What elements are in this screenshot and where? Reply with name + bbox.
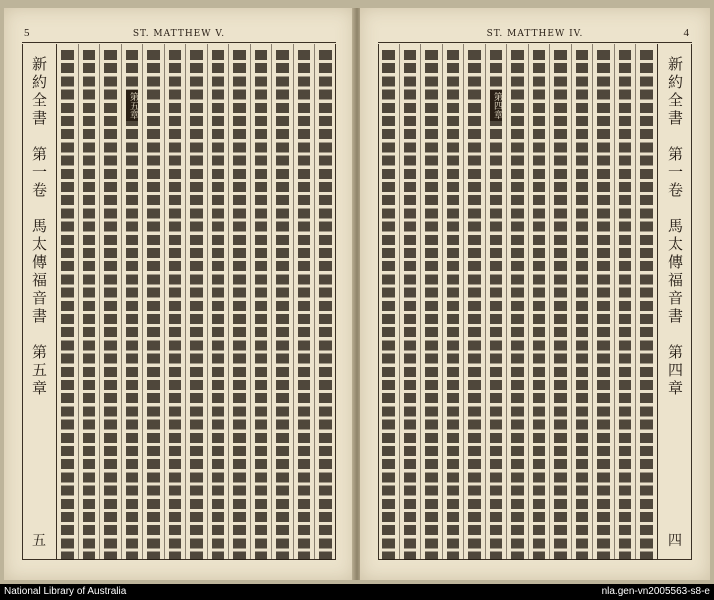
- text-column: [207, 44, 229, 560]
- right-side-title: 新約全書 第一卷 馬太傳福音書 第四章: [666, 56, 684, 398]
- left-folio: 五: [32, 533, 46, 549]
- text-column: [571, 44, 593, 560]
- right-page-number: 4: [683, 27, 690, 39]
- text-column: [78, 44, 100, 560]
- left-body-text: [57, 44, 336, 560]
- left-page-number: 5: [24, 27, 31, 39]
- left-page: [4, 8, 354, 580]
- footer-library-name: National Library of Australia: [4, 586, 127, 597]
- text-column: [528, 44, 550, 560]
- text-column: [250, 44, 272, 560]
- text-column: [614, 44, 636, 560]
- text-column: [463, 44, 485, 560]
- text-column: [164, 44, 186, 560]
- section-marker: 第四章: [492, 92, 503, 119]
- text-column: [271, 44, 293, 560]
- text-column: [442, 44, 464, 560]
- text-column: [420, 44, 442, 560]
- left-running-title: ST. MATTHEW V.: [132, 29, 226, 39]
- text-column: [506, 44, 528, 560]
- text-column: [485, 44, 507, 560]
- right-running-head: [378, 26, 692, 43]
- text-column: [228, 44, 250, 560]
- text-column: [378, 44, 399, 560]
- text-column: [635, 44, 657, 560]
- text-column: [142, 44, 164, 560]
- text-column: [99, 44, 121, 560]
- text-column: [57, 44, 78, 560]
- left-side-title: 新約全書 第一卷 馬太傳福音書 第五章: [30, 56, 48, 398]
- footer-item-id: nla.gen-vn2005563-s8-e: [601, 586, 710, 597]
- right-page: [360, 8, 710, 580]
- text-column: [592, 44, 614, 560]
- right-folio: 四: [668, 533, 682, 549]
- right-running-title: ST. MATTHEW IV.: [486, 29, 584, 39]
- text-column: [185, 44, 207, 560]
- right-body-text: [378, 44, 657, 560]
- text-column: [293, 44, 315, 560]
- text-column: [549, 44, 571, 560]
- text-column: [314, 44, 336, 560]
- left-running-head: [22, 26, 336, 43]
- text-column: [399, 44, 421, 560]
- archive-footer: [0, 584, 714, 600]
- text-column: [121, 44, 143, 560]
- section-marker: 第五章: [127, 92, 138, 119]
